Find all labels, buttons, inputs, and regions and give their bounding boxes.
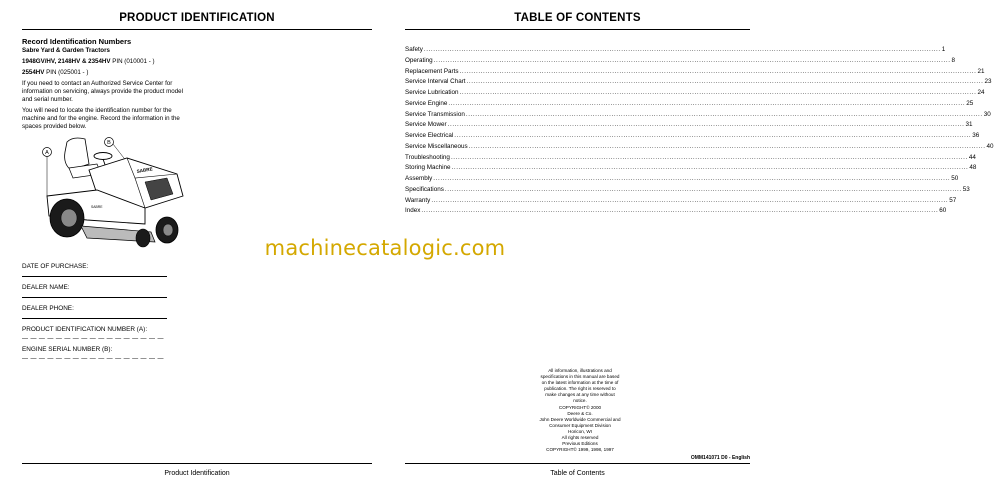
toc-entry-title: Index — [405, 207, 421, 215]
toc-leader-dots: ............................................................................................................................................................................................................................ — [431, 196, 949, 204]
toc-entry-page: 57 — [949, 196, 957, 204]
section-heading: Record Identification Numbers — [22, 37, 132, 46]
notice-line: specifications in this manual are based — [540, 374, 620, 380]
toc-leader-dots: ............................................................................................................................................................................................................................ — [447, 121, 965, 129]
title-rule — [405, 29, 750, 30]
toc-leader-dots: ............................................................................................................................................................................................................................ — [433, 175, 951, 182]
models-line-2 — [22, 69, 88, 77]
toc-entry-title: Service Transmission — [405, 110, 465, 118]
toc-leader-dots: ............................................................................................................................................................................................................................ — [465, 110, 983, 118]
product-line: Sabre Yard & Garden Tractors — [22, 47, 110, 54]
footer-rule — [405, 463, 750, 464]
page-footer: Product Identification — [164, 470, 230, 477]
toc-leader-dots: ............................................................................................................................................................................................................................ — [450, 153, 968, 161]
models-line-1 — [22, 58, 155, 66]
callout-b-label: B — [107, 140, 111, 147]
toc-leader-dots: ............................................................................................................................................................................................................................ — [466, 78, 984, 86]
toc-entry-page: 36 — [972, 132, 980, 139]
document-code: OMM141071 D0 - English — [690, 455, 750, 461]
toc-entry-page: 25 — [966, 99, 974, 107]
page-footer: Table of Contents — [550, 470, 605, 477]
toc-leader-dots: ............................................................................................................................................................................................................................ — [433, 56, 951, 64]
title-rule — [22, 29, 372, 30]
toc-leader-dots: ............................................................................................................................................................................................................................ — [444, 185, 962, 193]
toc-entry[interactable] — [405, 142, 994, 154]
models-2-pin: PIN (025001 - ) — [44, 69, 89, 76]
toc-entry-page: 60 — [939, 207, 947, 215]
toc-entry[interactable] — [405, 99, 974, 111]
footer-rule — [22, 463, 372, 464]
toc-entry[interactable] — [405, 207, 947, 218]
service-paragraph: If you need to contact an Authorized Service Center for information on servicing, always provide the product model and serial number. — [22, 80, 183, 104]
toc-entry[interactable] — [405, 196, 957, 208]
toc-entry[interactable] — [405, 121, 973, 132]
notice-line: Previous Editions — [562, 441, 598, 447]
hood-decal: SABRE — [136, 166, 154, 174]
models-1-names: 1948GV/HV, 2148HV & 2354HV — [22, 58, 111, 65]
toc-leader-dots: ............................................................................................................................................................................................................................ — [451, 164, 969, 172]
toc-leader-dots: ............................................................................................................................................................................................................................ — [448, 99, 966, 107]
product-id-number-label: PRODUCT IDENTIFICATION NUMBER (A): — [22, 326, 148, 333]
toc-entry[interactable] — [405, 110, 991, 122]
notice-line: on the latest information at the time of — [541, 380, 619, 386]
toc-entry-title: Warranty — [405, 196, 431, 204]
dealer-name-blank — [22, 297, 167, 298]
notice-line: publication. The right is reserved to — [544, 386, 616, 392]
copyright-notice — [525, 368, 635, 453]
toc-entry-page: 21 — [977, 67, 985, 75]
product-id-number-blank: — — — — — — — — — — — — — — — — — — [22, 336, 164, 342]
toc-entry[interactable] — [405, 89, 985, 100]
tractor-illustration — [27, 134, 192, 256]
toc-entry[interactable] — [405, 175, 959, 186]
dealer-phone-label: DEALER PHONE: — [22, 305, 74, 312]
toc-entry-title: Service Miscellaneous — [405, 142, 468, 150]
notice-line: make changes at any time without — [545, 392, 615, 398]
notice-line: COPYRIGHT© 1999, 1998, 1997 — [546, 447, 614, 453]
notice-line: notice. — [573, 398, 587, 404]
toc-entry-title: Service Interval Chart — [405, 78, 466, 86]
toc-entry-page: 30 — [983, 110, 991, 118]
toc-entry-title: Troubleshooting — [405, 153, 450, 161]
toc-leader-dots: ............................................................................................................................................................................................................................ — [459, 67, 977, 75]
notice-line: All rights reserved — [561, 435, 599, 441]
toc-entry[interactable] — [405, 132, 980, 143]
toc-entry-page: 1 — [941, 46, 946, 53]
toc-entry-page: 24 — [977, 89, 985, 96]
date-of-purchase-blank — [22, 276, 167, 277]
toc-leader-dots: ............................................................................................................................................................................................................................ — [421, 207, 939, 215]
toc-entry-title: Safety — [405, 46, 423, 53]
callout-a-label: A — [45, 150, 49, 157]
models-1-pin: PIN (010001 - ) — [110, 58, 155, 65]
toc-entry-page: 8 — [951, 56, 956, 64]
toc-entry[interactable] — [405, 164, 977, 175]
notice-line: Deere & Co. — [567, 410, 593, 416]
notice-line: Consumer Equipment Division — [549, 422, 611, 428]
toc-leader-dots: ............................................................................................................................................................................................................................ — [423, 46, 941, 53]
toc-entry[interactable] — [405, 67, 985, 79]
toc-entry[interactable] — [405, 185, 970, 197]
toc-entry-title: Specifications — [405, 185, 444, 193]
toc-entry[interactable] — [405, 78, 992, 89]
dealer-name-label: DEALER NAME: — [22, 284, 70, 291]
toc-entry-page: 40 — [986, 142, 994, 150]
toc-leader-dots: ............................................................................................................................................................................................................................ — [459, 89, 977, 96]
toc-leader-dots: ............................................................................................................................................................................................................................ — [468, 142, 986, 150]
notice-line: Horicon, WI — [568, 428, 592, 434]
dealer-phone-blank — [22, 318, 167, 319]
engine-serial-number-label: ENGINE SERIAL NUMBER (B): — [22, 346, 113, 353]
toc-leader-dots: ............................................................................................................................................................................................................................ — [454, 132, 972, 139]
toc-entry-page: 53 — [962, 185, 970, 193]
toc-entry-page: 48 — [969, 164, 977, 172]
date-of-purchase-label: DATE OF PURCHASE: — [22, 263, 89, 270]
toc-entry-page: 50 — [951, 175, 959, 182]
toc-entry-title: Service Mower — [405, 121, 447, 129]
engine-serial-number-blank: — — — — — — — — — — — — — — — — — — [22, 356, 164, 362]
toc-entry-title: Assembly — [405, 175, 433, 182]
notice-line: John Deere Worldwide Commercial and — [539, 416, 621, 422]
notice-line: COPYRIGHT© 2000 — [558, 404, 602, 410]
toc-entry[interactable] — [405, 56, 956, 68]
toc-entry-page: 31 — [965, 121, 973, 129]
toc-entry-title: Service Lubrication — [405, 89, 459, 96]
models-2-names: 2554HV — [22, 69, 45, 76]
toc-list — [405, 46, 994, 218]
toc-entry-page: 23 — [984, 78, 992, 86]
page-title: TABLE OF CONTENTS — [514, 12, 641, 24]
toc-entry-title: Replacement Parts — [405, 67, 459, 75]
toc-entry-title: Operating — [405, 56, 433, 64]
toc-entry-page: 44 — [968, 153, 976, 161]
toc-entry[interactable] — [405, 46, 946, 57]
toc-entry-title: Storing Machine — [405, 164, 451, 172]
toc-entry[interactable] — [405, 153, 976, 165]
notice-line: All information, illustrations and — [548, 368, 612, 373]
toc-entry-title: Service Electrical — [405, 132, 454, 139]
side-decal: SABRE — [91, 205, 103, 209]
locate-paragraph: You will need to locate the identification number for the machine and for the engine. Record the information in the spaces provided below. — [22, 107, 180, 131]
watermark: machinecatalogic.com — [264, 236, 506, 260]
page-title: PRODUCT IDENTIFICATION — [119, 12, 275, 24]
toc-entry-title: Service Engine — [405, 99, 448, 107]
